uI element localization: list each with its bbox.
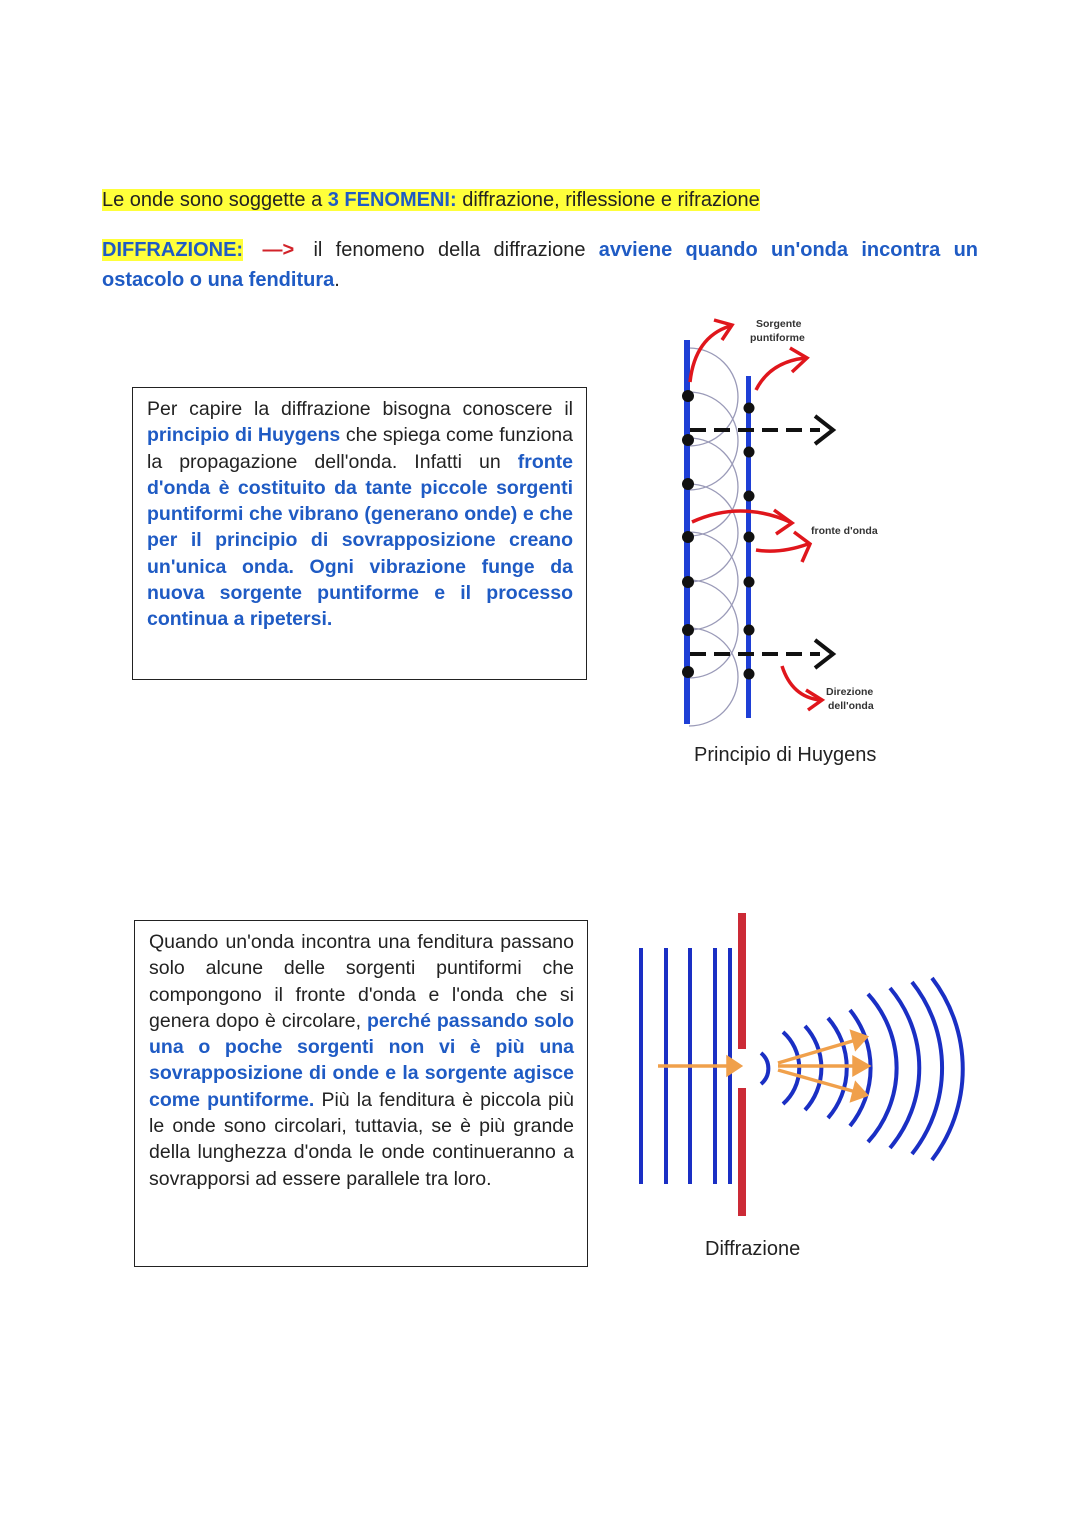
diffraction-emphasis: avviene quando un'onda incontra un ostacolo o una fenditura [102,239,979,291]
label-direction-line1: Direzione [826,686,874,698]
intro-line [102,186,760,214]
huygens-textbox [132,387,587,680]
huygens-text-1: Per capire la diffrazione bisogna conoscere il [147,398,573,420]
slit-textbox [134,920,588,1267]
label-direction-line2: dell'onda [828,700,874,712]
barrier-bottom [738,1088,746,1216]
slit-text-1: Quando un'onda incontra una fenditura passano solo alcune delle sorgenti puntiformi che compongono il fronte d'onda e l'onda che si genera dopo è circolare, [149,931,574,1032]
intro-phenomena: 3 FENOMENI: [327,189,457,211]
diffraction-end: . [334,269,340,291]
diffraction-definition [102,235,978,295]
slit-text-2: Più la fenditura è piccola più le onde sono circolari, tuttavia, se è più grande della lunghezza d'onda le onde continueranno a sovrapporsi ad essere parallele tra loro. [149,1088,574,1190]
huygens-principle-term: principio di Huygens [147,424,341,447]
slit-emphasis: perché passando solo una o poche sorgenti non vi è più una sovrapposizione di onde e la sorgente agisce come puntiforme. [149,1009,574,1111]
intro-list: diffrazione, riflessione e rifrazione [456,189,760,211]
dashed-arrows [690,416,833,668]
huygens-caption: Principio di Huygens [694,744,877,766]
arrow-icon: —> [262,239,295,261]
diffraction-heading: DIFFRAZIONE: [102,239,244,261]
diffraction-diagram [628,908,968,1226]
huygens-text-2: che spiega come funziona la propagazione dell'onda. Infatti un [147,424,573,473]
huygens-emphasis: fronte d'onda è costituito da tante piccole sorgenti puntiformi che vibrano (generano onde) e che per il principio di sovrapposizione creano un'unica onda. Ogni vibrazione funge da nuova sorgente puntiforme e il processo continua a ripetersi. [147,450,573,631]
diffraction-caption: Diffrazione [705,1238,801,1260]
propagation-arrows [690,320,822,710]
diffraction-text: il fenomeno della diffrazione [300,239,599,261]
wavelet-arcs [689,348,738,726]
huygens-diagram [670,312,910,732]
intro-highlight [102,189,760,211]
intro-text: Le onde sono soggette a [102,189,328,211]
barrier-top [738,913,746,1049]
source-dots [682,390,755,680]
label-wavefront: fronte d'onda [811,525,878,537]
label-source-line1: Sorgente [756,318,802,330]
wavefront-line-2 [746,376,751,718]
label-source-line2: puntiforme [750,332,805,344]
